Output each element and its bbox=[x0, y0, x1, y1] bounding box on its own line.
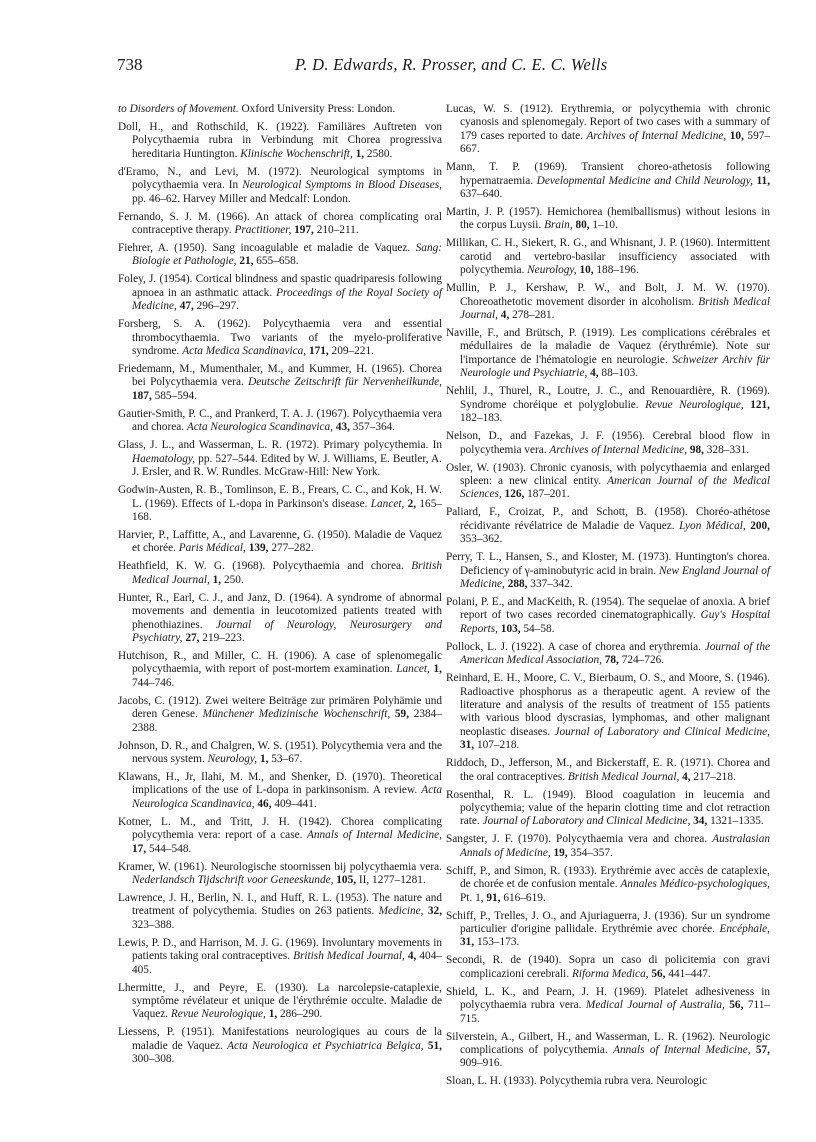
reference-journal: Acta Medica Scandinavica, bbox=[182, 345, 307, 358]
reference-vol: 1, bbox=[212, 573, 222, 586]
reference-journal: British Medical Journal, bbox=[567, 770, 680, 783]
reference-pre: Fernando, S. J. M. (1966). An attack of chorea complicating oral contraceptive therapy. bbox=[118, 210, 442, 237]
reference-tail: 188–196. bbox=[593, 264, 639, 277]
reference-vol: 1, bbox=[259, 752, 269, 765]
reference-pre: Riddoch, D., Jefferson, M., and Bickerstaff, E. R. (1971). Chorea and the oral contraceptives. bbox=[446, 757, 770, 783]
reference-pre: Kotner, L. M., and Tritt, J. H. (1942). Chorea complicating polycythemia vera: report of a case. bbox=[118, 815, 442, 842]
reference-entry bbox=[118, 211, 442, 238]
reference-vol: 57, bbox=[755, 1044, 770, 1057]
reference-journal: Developmental Medicine and Child Neurology, bbox=[536, 174, 753, 187]
reference-vol: 4, bbox=[407, 950, 417, 963]
reference-vol: 139, bbox=[248, 542, 269, 555]
reference-entry bbox=[446, 551, 770, 591]
reference-pre: Godwin-Austen, R. B., Tomlinson, E. B., Frears, C. C., and Kok, H. W. L. (1969). Effects of L-dopa in Parkinson's disease. bbox=[118, 484, 442, 510]
reference-vol: 31, bbox=[460, 739, 475, 752]
reference-entry bbox=[118, 529, 442, 556]
reference-entry bbox=[118, 242, 442, 269]
reference-vol: 288, bbox=[507, 577, 528, 590]
reference-pre: Naville, F., and Brütsch, P. (1919). Les complications cérébrales et médullaires de la maladie de Vaquez (érythrémie). Note sur l'importance de l'hématologie en neurologie. bbox=[446, 327, 770, 366]
reference-tail: 404–405. bbox=[132, 950, 443, 976]
reference-pre: Osler, W. (1903). Chronic cyanosis, with polycythaemia and enlarged spleen: a new clinical entity. bbox=[446, 461, 770, 487]
reference-pre: Forsberg, S. A. (1962). Polycythaemia vera and essential thrombocythaemia. Two variants of the myelo-proliferative syndrome. bbox=[118, 318, 442, 358]
reference-vol: 19, bbox=[553, 846, 568, 859]
reference-tail: 655–658. bbox=[253, 255, 299, 268]
reference-tail: 286–290. bbox=[277, 1008, 323, 1021]
reference-journal: British Medical Journal, bbox=[460, 295, 770, 322]
reference-pre: Lucas, W. S. (1912). Erythremia, or polycythemia with chronic cyanosis and splenomegaly. Report of two cases with a summary of 179 cases reported to date. bbox=[446, 103, 770, 142]
reference-journal: Medical Journal of Australia, bbox=[585, 999, 725, 1012]
reference-pre: Reinhard, E. H., Moore, C. V., Bierbaum, O. S., and Moore, S. (1946). Radioactive phosphorus as a therapeutic agent. A review of the literature and analysis of the results of treatment of 155 patients with various blood dyscrasias, lymphomas, and other malignant neoplastic diseases. bbox=[446, 672, 770, 738]
reference-journal: Lancet, bbox=[370, 497, 405, 510]
reference-entry bbox=[118, 439, 442, 479]
reference-entry bbox=[118, 892, 442, 932]
reference-pre: Liessens, P. (1951). Manifestations neurologiques au cours de la maladie de Vaquez. bbox=[118, 1026, 442, 1052]
reference-pre: Schiff, P., Trelles, J. O., and Ajuriaguerra, J. (1936). Sur un syndrome particulier d'origine pallidale. Erythrémie avec chorée. bbox=[446, 909, 770, 936]
reference-journal: Medicine, bbox=[378, 905, 424, 918]
reference-journal: Annales Médico-psychologiques, bbox=[620, 878, 770, 891]
reference-tail: 711–715. bbox=[460, 999, 770, 1025]
reference-journal: Schweizer Archiv für Neurologie und Psychiatrie, bbox=[460, 353, 770, 380]
reference-entry bbox=[118, 861, 442, 888]
reference-vol: 47, bbox=[179, 300, 194, 313]
reference-entry bbox=[446, 206, 770, 233]
reference-entry bbox=[118, 695, 442, 735]
reference-journal: Revue Neurologique, bbox=[645, 398, 744, 411]
reference-tail: 357–364. bbox=[349, 421, 396, 434]
reference-entry bbox=[446, 327, 770, 381]
reference-pre: Doll, H., and Rothschild, K. (1922). Familiäres Auftreten von Polycythaemia rubra in Verbindung mit Chorea progressiva hereditaria Huntington. bbox=[118, 121, 442, 160]
reference-tail: 210–211. bbox=[313, 224, 359, 237]
reference-entry bbox=[118, 121, 442, 161]
reference-tail: 219–223. bbox=[199, 631, 245, 644]
reference-entry bbox=[446, 596, 770, 636]
reference-tail: 277–282. bbox=[268, 542, 314, 555]
reference-vol: 197, bbox=[294, 224, 314, 237]
reference-pre: Foley, J. (1954). Cortical blindness and spastic quadriparesis following apnoea in an asthmatic attack. bbox=[118, 273, 442, 299]
reference-tail: 597–667. bbox=[460, 129, 771, 156]
reference-journal: Journal of Laboratory and Clinical Medicine, bbox=[554, 725, 771, 738]
reference-entry bbox=[446, 430, 770, 457]
reference-journal: Revue Neurologique, bbox=[170, 1008, 266, 1021]
reference-tail: 54–58. bbox=[520, 622, 555, 635]
reference-entry bbox=[118, 363, 442, 403]
reference-journal: Journal of Neurology, Neurosurgery and Psychiatry, bbox=[132, 618, 442, 644]
reference-pre: Silverstein, A., Gilbert, H., and Wasserman, L. R. (1962). Neurologic complications of polycythemia. bbox=[446, 1030, 770, 1057]
reference-vol: 56, bbox=[651, 967, 666, 980]
reference-tail: 278–281. bbox=[509, 309, 555, 322]
page-header bbox=[117, 55, 757, 79]
reference-tail: 153–173. bbox=[474, 936, 520, 949]
reference-entry bbox=[118, 650, 442, 690]
reference-entry bbox=[118, 816, 442, 856]
reference-pre: Gautier-Smith, P. C., and Prankerd, T. A. J. (1967). Polycythaemia vera and chorea. bbox=[118, 407, 442, 434]
reference-pre: Harvier, P., Laffitte, A., and Lavarenne, G. (1950). Maladie de Vaquez et chorée. bbox=[118, 528, 442, 555]
reference-entry bbox=[446, 282, 770, 322]
reference-pre: Lhermitte, J., and Peyre, E. (1930). La narcolepsie-cataplexie, symptôme révélateur et unique de l'érythrémie occulte. Maladie de Vaquez. bbox=[118, 981, 442, 1021]
reference-post: Oxford University Press: London. bbox=[238, 103, 396, 115]
reference-entry bbox=[446, 865, 770, 905]
reference-pre: Nelson, D., and Fazekas, J. F. (1956). Cerebral blood flow in polycythemia vera. bbox=[446, 430, 770, 456]
reference-entry bbox=[118, 484, 442, 524]
reference-pre: Mann, T. P. (1969). Transient choreo-athetosis following hypernatraemia. bbox=[446, 161, 770, 187]
reference-tail: 441–447. bbox=[665, 967, 711, 980]
reference-tail: 88–103. bbox=[598, 367, 639, 380]
reference-journal: Sang: Biologie et Pathologie, bbox=[132, 242, 442, 268]
reference-entry bbox=[118, 103, 442, 116]
reference-journal: Neurological Symptoms in Blood Diseases, bbox=[242, 179, 442, 192]
reference-journal: British Medical Journal, bbox=[293, 950, 405, 963]
reference-pre: Rosenthal, R. L. (1949). Blood coagulation in leucemia and polycythemia; value of the heparin clotting time and clot retraction rate. bbox=[446, 788, 770, 828]
reference-entry bbox=[118, 318, 442, 358]
reference-entry bbox=[118, 592, 442, 646]
reference-pre: Lewis, P. D., and Harrison, M. J. G. (1969). Involuntary movements in patients taking oral contraceptives. bbox=[118, 936, 442, 963]
reference-journal: Brain, bbox=[544, 219, 573, 232]
reference-vol: 56, bbox=[729, 999, 744, 1012]
reference-tail: 544–548. bbox=[146, 842, 192, 855]
reference-tail: 353–362. bbox=[460, 533, 503, 546]
reference-pre: Shield, L. K., and Pearn, J. H. (1969). Platelet adhesiveness in polycythaemia rubra vera. bbox=[446, 985, 770, 1012]
reference-vol: 126, bbox=[504, 488, 525, 501]
reference-entry bbox=[446, 103, 770, 157]
reference-vol: 78, bbox=[604, 654, 619, 667]
reference-column-left bbox=[118, 103, 442, 1071]
reference-pre: Jacobs, C. (1912). Zwei weitere Beiträge zur primären Polyhämie und deren Genese. bbox=[118, 694, 442, 721]
reference-tail: 616–619. bbox=[500, 891, 546, 904]
reference-entry bbox=[446, 462, 770, 502]
reference-vol: 105, bbox=[336, 874, 357, 886]
reference-pre: Secondi, R. de (1940). Sopra un caso di policitemia con gravi complicazioni cerebrali. bbox=[446, 954, 770, 980]
reference-vol: 31, bbox=[460, 936, 475, 949]
reference-tail: 165–168. bbox=[132, 497, 443, 523]
reference-vol: 34, bbox=[693, 815, 708, 828]
reference-journal: Acta Neurologica Scandinavica, bbox=[132, 784, 442, 810]
reference-journal: Haematology, bbox=[132, 452, 196, 465]
reference-vol: 11, bbox=[756, 174, 771, 187]
reference-vol: 200, bbox=[750, 519, 770, 532]
reference-vol: 4, bbox=[590, 367, 599, 380]
reference-pre: Paliard, F., Croizat, P., and Schott, B. (1958). Choréo-athétose récidivante révélatrice de Maladie de Vaquez. bbox=[446, 506, 770, 532]
reference-entry bbox=[446, 672, 770, 752]
reference-post: pp. 46–62. Harvey Miller and Medcalf: London. bbox=[132, 192, 351, 205]
reference-journal: Journal of the American Medical Association, bbox=[460, 640, 770, 667]
reference-pre: Hutchison, R., and Miller, C. H. (1906). A case of splenomegalic polycythaemia, with report of post-mortem examination. bbox=[118, 649, 442, 676]
reference-entry bbox=[446, 1031, 770, 1071]
reference-pre: Friedemann, M., Mumenthaler, M., and Kummer, H. (1965). Chorea bei Polycythaemia vera. bbox=[118, 363, 442, 389]
reference-journal: Annals of Internal Medicine, bbox=[613, 1044, 751, 1057]
reference-tail: 909–916. bbox=[460, 1057, 503, 1070]
reference-pre: Sloan, L. H. (1933). Polycythemia rubra vera. Neurologic bbox=[446, 1075, 708, 1088]
reference-pre: Johnson, D. R., and Chalgren, W. S. (1951). Polycythemia vera and the nervous system. bbox=[118, 739, 442, 765]
reference-journal: Practitioner, bbox=[234, 224, 292, 237]
reference-tail: 187–201. bbox=[524, 488, 570, 501]
reference-journal: Proceedings of the Royal Society of Medicine, bbox=[132, 286, 442, 313]
reference-journal: Klinische Wochenschrift, bbox=[240, 147, 353, 160]
reference-journal: Acta Neurologica et Psychiatrica Belgica, bbox=[227, 1039, 424, 1052]
reference-pre: Glass, J. L., and Wasserman, L. R. (1972). Primary polycythemia. In bbox=[118, 439, 442, 452]
reference-pre: Fiehrer, A. (1950). Sang incoagulable et maladie de Vaquez. bbox=[118, 242, 416, 255]
reference-journal: Guy's Hospital Reports, bbox=[460, 609, 771, 635]
reference-journal: Journal of Laboratory and Clinical Medicine, bbox=[482, 815, 691, 828]
reference-entry bbox=[446, 789, 770, 829]
reference-vol: 91, bbox=[486, 891, 501, 904]
reference-pre: Lawrence, J. H., Berlin, N. I., and Huff, R. L. (1953). The nature and treatment of polycythemia. Studies on 263 patients. bbox=[118, 892, 442, 918]
reference-tail: 1–10. bbox=[589, 219, 618, 232]
reference-tail: 296–297. bbox=[193, 300, 239, 313]
reference-pre: Perry, T. L., Hansen, S., and Kloster, M. (1973). Huntington's chorea. Deficiency of γ-aminobutyric acid in brain. bbox=[446, 551, 770, 577]
reference-pre: d'Eramo, N., and Levi, M. (1972). Neurological symptoms in polycythaemia vera. In bbox=[118, 165, 442, 192]
reference-entry bbox=[118, 740, 442, 767]
reference-tail: 409–441. bbox=[271, 797, 317, 810]
reference-pre: Schiff, P., and Simon, R. (1933). Erythrémie avec accès de cataplexie, de chorée et de confusion mentale. bbox=[446, 864, 770, 891]
reference-entry bbox=[446, 1075, 770, 1088]
reference-tail: II, 1277–1281. bbox=[356, 874, 426, 886]
reference-entry bbox=[118, 560, 442, 587]
reference-journal: Neurology, bbox=[527, 264, 577, 277]
reference-vol: 59, bbox=[394, 708, 410, 721]
reference-vol: 98, bbox=[689, 443, 704, 456]
reference-post: pp. 527–544. Edited by W. J. Williams, E. Beutler, A. J. Ersler, and R. W. Rundles. McGraw-Hill: New York. bbox=[132, 452, 442, 479]
reference-entry bbox=[118, 771, 442, 811]
reference-journal: British Medical Journal, bbox=[132, 560, 442, 586]
reference-entry bbox=[446, 385, 770, 425]
reference-journal: Nederlandsch Tijdschrift voor Geneeskunde, bbox=[132, 874, 334, 886]
reference-vol: 4, bbox=[682, 770, 691, 783]
reference-journal: to Disorders of Movement. bbox=[118, 103, 239, 115]
reference-vol: 17, bbox=[132, 842, 147, 855]
reference-tail: 300–308. bbox=[132, 1053, 175, 1066]
reference-pre: Hunter, R., Earl, C. J., and Janz, D. (1964). A syndrome of abnormal movements and dementia in leucotomized patients treated with phenothiazines. bbox=[118, 591, 442, 631]
reference-vol: 187, bbox=[132, 389, 152, 402]
reference-entry bbox=[118, 408, 442, 435]
reference-tail: 323–388. bbox=[132, 918, 175, 931]
reference-tail: 217–218. bbox=[690, 770, 736, 783]
reference-journal: Acta Neurologica Scandinavica, bbox=[186, 421, 333, 434]
reference-tail: 585–594. bbox=[151, 389, 197, 402]
reference-journal: New England Journal of Medicine, bbox=[460, 564, 770, 590]
reference-tail: 744–746. bbox=[132, 676, 175, 689]
reference-journal: Lancet, bbox=[396, 663, 430, 676]
reference-tail: 328–331. bbox=[703, 443, 750, 456]
reference-tail: 209–221. bbox=[328, 345, 374, 358]
reference-journal: Riforma Medica, bbox=[571, 967, 649, 980]
reference-vol: 27, bbox=[185, 631, 200, 644]
reference-pre: Kramer, W. (1961). Neurologische stoornissen bij polycythaemia vera. bbox=[118, 860, 442, 873]
reference-pre: Polani, P. E., and MacKeith, R. (1954). The sequelae of anoxia. A brief report of two cases recorded cinematographically. bbox=[446, 595, 770, 622]
reference-vol: 171, bbox=[308, 345, 329, 358]
reference-entry bbox=[446, 641, 770, 668]
reference-entry bbox=[118, 982, 442, 1022]
reference-pre: Mullin, P. J., Kershaw, P. W., and Bolt, J. M. W. (1970). Choreoathetotic movement disorder in alcoholism. bbox=[446, 282, 770, 308]
reference-tail: 1321–1335. bbox=[707, 815, 764, 828]
reference-entry bbox=[446, 910, 770, 950]
reference-journal: Annals of Internal Medicine, bbox=[306, 829, 443, 842]
reference-vol: 80, bbox=[575, 219, 590, 232]
reference-entry bbox=[118, 273, 442, 313]
reference-entry bbox=[446, 757, 770, 784]
reference-pre: Martin, J. P. (1957). Hemichorea (hemiballismus) without lesions in the corpus Luysii. bbox=[446, 206, 770, 232]
reference-pre: Klawans, H., Jr, Ilahi, M. M., and Shenker, D. (1970). Theoretical implications of the use of L-dopa in parkinsonism. A review. bbox=[118, 770, 442, 797]
reference-pre: Nehlil, J., Thurel, R., Loutre, J. C., and Renouardière, R. (1969). Syndrome choréique et polyglobulie. bbox=[446, 385, 770, 411]
page-number: 738 bbox=[117, 55, 143, 74]
reference-vol: 10, bbox=[579, 264, 594, 277]
reference-vol: 121, bbox=[750, 398, 771, 411]
reference-journal: Neurology, bbox=[207, 752, 258, 765]
reference-entry bbox=[118, 1026, 442, 1066]
running-head: P. D. Edwards, R. Prosser, and C. E. C. Wells bbox=[295, 55, 608, 74]
reference-entry bbox=[446, 506, 770, 546]
reference-vol: 2, bbox=[407, 497, 417, 510]
reference-tail: 250. bbox=[221, 573, 244, 586]
reference-vol: 21, bbox=[239, 255, 254, 268]
reference-tail: 337–342. bbox=[527, 577, 573, 590]
reference-journal: Münchener Medizinische Wochenschrift, bbox=[202, 708, 391, 721]
reference-entry bbox=[446, 161, 770, 201]
reference-vol: 4, bbox=[500, 309, 510, 322]
reference-entry bbox=[118, 166, 442, 206]
reference-journal: Australasian Annals of Medicine, bbox=[460, 833, 770, 859]
reference-journal: Deutsche Zeitschrift für Nervenheilkunde, bbox=[248, 376, 442, 389]
reference-pre: Sangster, J. F. (1970). Polycythaemia vera and chorea. bbox=[446, 833, 713, 846]
reference-journal: American Journal of the Medical Sciences, bbox=[460, 474, 770, 501]
reference-journal: Lyon Médical, bbox=[679, 519, 746, 532]
reference-vol: 51, bbox=[427, 1039, 442, 1052]
reference-pre: Heathfield, K. W. G. (1968). Polycythaemia and chorea. bbox=[118, 560, 412, 573]
reference-tail: 53–67. bbox=[268, 752, 303, 765]
reference-column-right bbox=[446, 103, 770, 1093]
reference-vol: 1, bbox=[355, 147, 365, 160]
reference-entry bbox=[118, 937, 442, 977]
reference-tail: 107–218. bbox=[474, 739, 520, 752]
reference-tail: 2384–2388. bbox=[132, 708, 442, 734]
reference-vol: 1, bbox=[433, 663, 442, 676]
reference-vol: 43, bbox=[335, 421, 350, 434]
reference-vol: 32, bbox=[427, 905, 443, 918]
reference-tail: 2580. bbox=[364, 147, 393, 160]
reference-pre: Pollock, L. J. (1922). A case of chorea and erythremia. bbox=[446, 640, 705, 653]
reference-vol: 103, bbox=[500, 622, 521, 635]
reference-journal: Archives of Internal Medicine, bbox=[549, 443, 688, 456]
reference-vol: 46, bbox=[257, 797, 272, 810]
reference-pre: Millikan, C. H., Siekert, R. G., and Whisnant, J. P. (1960). Intermittent carotid and vertebro-basilar insufficiency associated with polycythemia. bbox=[446, 237, 770, 277]
reference-journal: Paris Médical, bbox=[178, 542, 246, 555]
reference-vol: 10, bbox=[729, 129, 744, 142]
reference-journal: Encéphale, bbox=[719, 923, 770, 936]
reference-entry bbox=[446, 986, 770, 1026]
reference-entry bbox=[446, 833, 770, 860]
reference-vol: 1, bbox=[268, 1008, 278, 1021]
reference-tail: 354–357. bbox=[567, 846, 613, 859]
reference-tail: 182–183. bbox=[460, 412, 503, 425]
reference-post: Pt. 1, bbox=[460, 891, 487, 904]
reference-entry bbox=[446, 237, 770, 277]
reference-tail: 637–640. bbox=[460, 188, 503, 201]
reference-tail: 724–726. bbox=[618, 654, 665, 667]
reference-entry bbox=[446, 954, 770, 981]
reference-journal: Archives of Internal Medicine, bbox=[586, 129, 727, 142]
